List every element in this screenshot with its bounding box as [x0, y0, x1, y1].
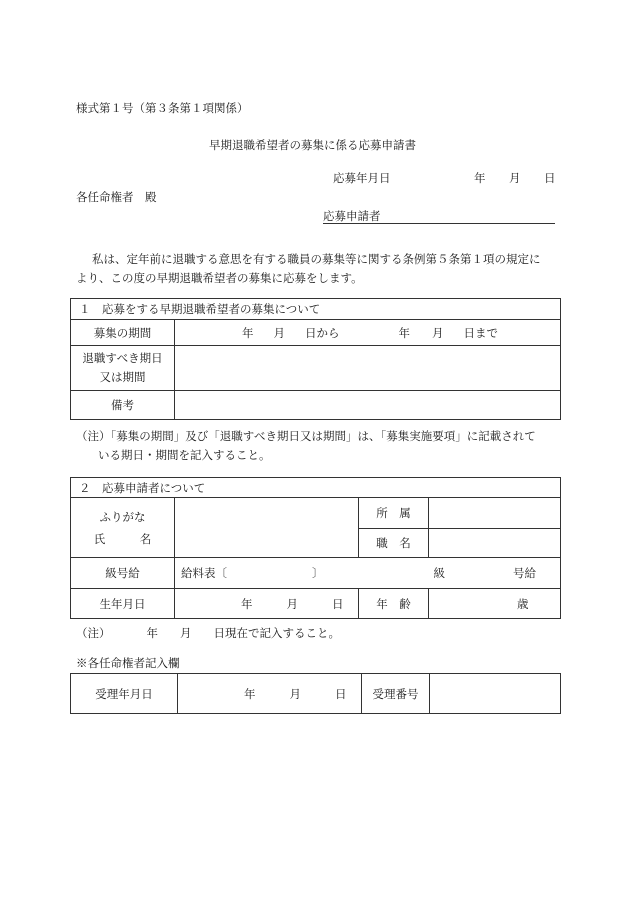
retirement-date-label [71, 346, 175, 391]
age-value[interactable] [429, 589, 561, 619]
birth-month: 月 [286, 596, 298, 611]
received-month: 月 [289, 686, 301, 701]
age-label: 年 齢 [359, 589, 429, 619]
birth-year: 年 [241, 596, 253, 611]
age-unit: 歳 [517, 596, 529, 611]
affiliation-value[interactable] [429, 498, 561, 529]
section1-table [70, 298, 561, 420]
salary-table-label: 給料表〔 [181, 566, 227, 580]
application-date-year: 年 [474, 171, 486, 185]
note2-month: 月 [180, 626, 192, 640]
name-label-cell [71, 498, 175, 558]
birthdate-label: 生年月日 [71, 589, 175, 619]
name-value[interactable] [175, 498, 359, 558]
body-line-1: 私は、定年前に退職する意思を有する職員の募集等に関する条例第５条第１項の規定に [92, 252, 541, 266]
grade-label: 級号給 [71, 558, 175, 589]
remarks-value[interactable] [175, 391, 561, 420]
received-day: 日 [335, 686, 347, 701]
form-title: 早期退職希望者の募集に係る応募申請書 [209, 138, 416, 152]
period-to-month: 月 [432, 325, 444, 340]
note2 [76, 625, 340, 641]
period-to-day: 日まで [463, 325, 498, 340]
received-date-value[interactable] [178, 674, 362, 714]
official-table [70, 673, 561, 714]
received-date-label: 受理年月日 [71, 674, 178, 714]
period-from-year: 年 [242, 325, 254, 340]
retirement-date-value[interactable] [175, 346, 561, 391]
remarks-label: 備考 [71, 391, 175, 420]
application-date-label: 応募年月日 [333, 171, 391, 185]
retirement-date-label-line1: 退職すべき期日 [82, 351, 163, 365]
salary-table-close: 〕 [312, 566, 324, 580]
name-label: 氏 名 [93, 531, 152, 546]
period-from-day: 日から [305, 325, 340, 340]
position-value[interactable] [429, 529, 561, 558]
step-unit: 号給 [513, 566, 536, 580]
grade-value[interactable] [175, 558, 561, 589]
note2-prefix: （注） [76, 626, 111, 640]
birth-day: 日 [332, 596, 344, 611]
section1-heading: １ 応募をする早期退職希望者の募集について [71, 299, 561, 320]
official-section-heading: ※各任命権者記入欄 [76, 656, 180, 670]
retirement-date-label-line2: 又は期間 [99, 370, 146, 384]
affiliation-label: 所 属 [359, 498, 429, 529]
applicant-label: 応募申請者 [323, 209, 381, 223]
period-from-month: 月 [273, 325, 285, 340]
applicant-signature-line [323, 223, 555, 224]
note2-year: 年 [146, 626, 158, 640]
recruitment-period-value[interactable] [175, 320, 561, 346]
addressee: 各任命権者 殿 [76, 190, 157, 204]
position-label: 職 名 [359, 529, 429, 558]
section2-heading: ２ 応募申請者について [71, 478, 561, 498]
note1-line-1: （注）「募集の期間」及び「退職すべき期日又は期間」は、「募集実施要項」に記載されて [76, 429, 536, 443]
section2-table [70, 477, 561, 619]
period-to-year: 年 [398, 325, 410, 340]
grade-unit: 級 [433, 566, 445, 580]
note1-line-2: いる期日・期間を記入すること。 [98, 448, 271, 462]
form-number: 様式第１号（第３条第１項関係） [76, 101, 249, 115]
body-line-2: より、この度の早期退職希望者の募集に応募をします。 [76, 271, 363, 285]
recruitment-period-label: 募集の期間 [71, 320, 175, 346]
note2-suffix: 日現在で記入すること。 [213, 626, 340, 640]
application-date-day: 日 [544, 171, 556, 185]
received-number-label: 受理番号 [362, 674, 430, 714]
received-number-value[interactable] [430, 674, 561, 714]
birthdate-value[interactable] [175, 589, 359, 619]
furigana-label: ふりがな [99, 509, 146, 524]
application-date-month: 月 [509, 171, 521, 185]
received-year: 年 [244, 686, 256, 701]
